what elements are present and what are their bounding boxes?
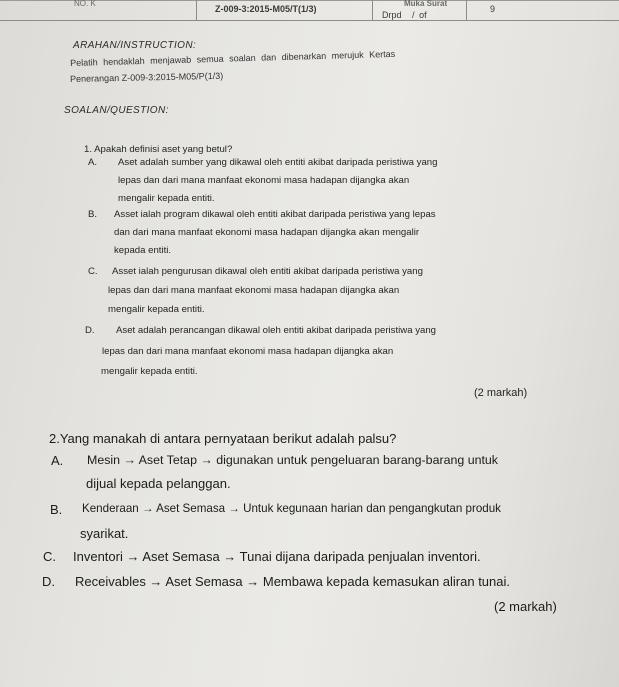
header-page-number: 9: [490, 4, 496, 14]
q1-option-c-line-1: Asset ialah pengurusan dikawal oleh entiti akibat daripada peristiwa yang: [112, 266, 423, 277]
q1-option-a-line-2: lepas dan dari mana manfaat ekonomi masa hadapan dijangka akan: [118, 175, 410, 186]
q1-option-b-line-3: kepada entiti.: [114, 245, 172, 256]
q1-option-a-line-1: Aset adalah sumber yang dikawal oleh entiti akibat daripada peristiwa yang: [118, 157, 438, 168]
q2-option-c-line-1: Inventori → Aset Semasa → Tunai dijana daripada penjualan inventori.: [73, 549, 481, 564]
q1-marks: (2 markah): [474, 387, 528, 399]
q2-option-d-line-1: Receivables → Aset Semasa → Membawa kepada kemasukan aliran tunai.: [75, 574, 510, 589]
q1-option-c-letter: C.: [88, 266, 98, 277]
q2-marks: (2 markah): [494, 599, 557, 614]
instruction-line-2: Penerangan Z-009-3:2015-M05/P(1/3): [70, 70, 224, 84]
q2-option-c-letter: C.: [43, 549, 56, 564]
header-divider-3: [466, 0, 467, 21]
q1-option-d-line-3: mengalir kepada entiti.: [101, 366, 198, 377]
header-slash: /: [412, 10, 415, 20]
q1-option-b-line-2: dan dari mana manfaat ekonomi masa hadapan dijangka akan mengalir: [114, 227, 420, 238]
q1-option-a-letter: A.: [88, 157, 98, 168]
q1-option-c-line-2: lepas dan dari mana manfaat ekonomi masa hadapan dijangka akan: [108, 285, 400, 296]
header-muka-surat: Muka Surat: [404, 0, 448, 8]
header-divider-1: [196, 0, 197, 21]
q2-option-b-letter: B.: [50, 502, 63, 517]
q2-stem: 2.Yang manakah di antara pernyataan berikut adalah palsu?: [49, 431, 397, 446]
q1-stem: 1. Apakah definisi aset yang betul?: [84, 144, 233, 155]
header-drpd-label: Drpd: [382, 10, 402, 20]
q1-option-c-line-3: mengalir kepada entiti.: [108, 304, 205, 315]
q1-option-d-line-2: lepas dan dari mana manfaat ekonomi masa hadapan dijangka akan: [102, 346, 394, 357]
q2-option-a-letter: A.: [51, 453, 64, 468]
q1-option-d-line-1: Aset adalah perancangan dikawal oleh entiti akibat daripada peristiwa yang: [116, 325, 437, 336]
q1-option-d-letter: D.: [85, 325, 95, 336]
q1-option-b-line-1: Asset ialah program dikawal oleh entiti akibat daripada peristiwa yang lepas: [114, 209, 436, 220]
question-section-title: SOALAN/QUESTION:: [64, 105, 169, 116]
q2-option-a-line-1: Mesin → Aset Tetap → digunakan untuk pengeluaran barang-barang untuk: [87, 453, 499, 467]
q2-option-a-line-2: dijual kepada pelanggan.: [86, 476, 231, 491]
header-of: of: [419, 10, 427, 20]
instruction-line-1: Pelatih hendaklah menjawab semua soalan dan dibenarkan merujuk Kertas: [70, 48, 396, 68]
header-divider-2: [372, 0, 373, 21]
q2-option-b-line-2: syarikat.: [80, 526, 129, 541]
header-drpd: [382, 10, 427, 20]
header-no-label: NO. K: [74, 0, 96, 8]
header-bottom-border: [0, 20, 619, 21]
header-code: Z-009-3:2015-M05/T(1/3): [215, 4, 317, 14]
q1-option-a-line-3: mengalir kepada entiti.: [118, 193, 215, 204]
instruction-title: ARAHAN/INSTRUCTION:: [73, 40, 197, 51]
q1-option-b-letter: B.: [88, 209, 98, 220]
q2-option-d-letter: D.: [42, 574, 55, 589]
q2-option-b-line-1: Kenderaan → Aset Semasa → Untuk kegunaan harian dan pengangkutan produk: [82, 502, 501, 515]
